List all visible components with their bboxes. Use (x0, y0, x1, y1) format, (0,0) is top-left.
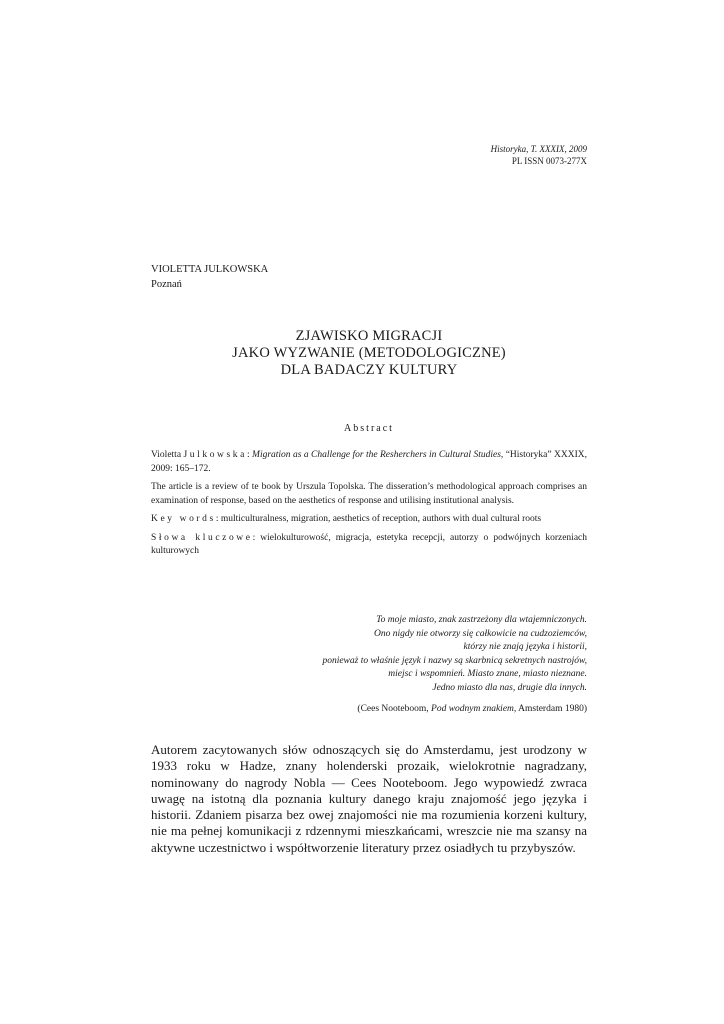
keywords-list: : multiculturalness, migration, aesthetics of reception, authors with dual cultural roots (215, 514, 542, 524)
author-name: VIOLETTA JULKOWSKA (151, 264, 269, 275)
abstract-citation (151, 449, 587, 476)
motto-source-suffix: , Amsterdam 1980) (513, 704, 587, 714)
abstract-summary: The article is a review of te book by Urszula Topolska. The disseration’s methodological approach comprises an examination of response, based on the aesthetics of response and utilising institutional analysis. (151, 482, 587, 506)
motto-quote (322, 614, 587, 696)
citation-first-name: Violetta (151, 450, 184, 460)
abstract-heading: Abstract (344, 423, 394, 434)
motto-line: Ono nigdy nie otworzy się całkowicie na cudzoziemców, (373, 628, 587, 639)
journal-issn: PL ISSN 0073-277X (511, 156, 587, 166)
title-line: JAKO WYZWANIE (METODOLOGICZNE) (232, 345, 506, 361)
author-city: Poznań (151, 279, 182, 290)
motto-source (357, 704, 587, 714)
abstract (151, 449, 587, 564)
title-line: DLA BADACZY KULTURY (280, 362, 458, 378)
keywords-pl-list: : wielokulturowość, migracja, estetyka recepcji, autorzy o podwójnych korzeniach kulturowych (151, 532, 587, 556)
motto-line: którzy nie znają języka i historii, (463, 642, 587, 653)
motto-source-prefix: (Cees Nooteboom, (357, 704, 432, 714)
article-title (151, 328, 587, 379)
body-text (151, 742, 587, 856)
motto-line: miejsc i wspomnień. Miasto znane, miasto nieznane. (388, 669, 587, 680)
motto-line: Jedno miasto dla nas, drugie dla innych. (432, 682, 587, 693)
citation-colon: : (246, 450, 253, 460)
body-paragraph: Autorem zacytowanych słów odnoszących się do Amsterdamu, jest urodzony w 1933 roku w Hadze, znany holenderski prozaik, wielokrotnie nagradzany, nominowany do nagrody Nobla — Cees Nooteboom. Jego wypowiedź zwraca uwagę na istotną dla poznania kultury danego kraju znajomość jego języka i historii. Zdaniem pisarza bez owej znajomości nie ma rozumienia korzeni kultury, nie ma pełnej komunikacji z rdzennymi mieszkańcami, wreszcie nie ma szansy na aktywne uczestnictwo i współtworzenie literatury przez osiadłych tu przybyszów. (151, 742, 587, 855)
motto-line: To moje miasto, znak zastrzeżony dla wtajemniczonych. (376, 615, 587, 625)
motto-source-title: Pod wodnym znakiem (431, 704, 514, 714)
journal-title: Historyka, T. XXXIX, 2009 (490, 144, 587, 154)
title-line: ZJAWISKO MIGRACJI (295, 328, 443, 344)
keywords-en (151, 513, 587, 527)
keywords-pl (151, 532, 587, 559)
citation-surname: Julkowska (183, 450, 247, 460)
citation-rest: , “Historyka” XXXIX, 2009: 165–172. (151, 450, 587, 474)
journal-header (491, 143, 587, 167)
motto-line: ponieważ to właśnie język i nazwy są skarbnicą sekretnych nastrojów, (322, 655, 587, 666)
keywords-label: Key words (151, 514, 216, 524)
keywords-pl-label: Słowa kluczowe (151, 532, 253, 543)
author-block (151, 262, 268, 292)
citation-work-title: Migration as a Challenge for the Resherchers in Cultural Studies (252, 450, 501, 460)
